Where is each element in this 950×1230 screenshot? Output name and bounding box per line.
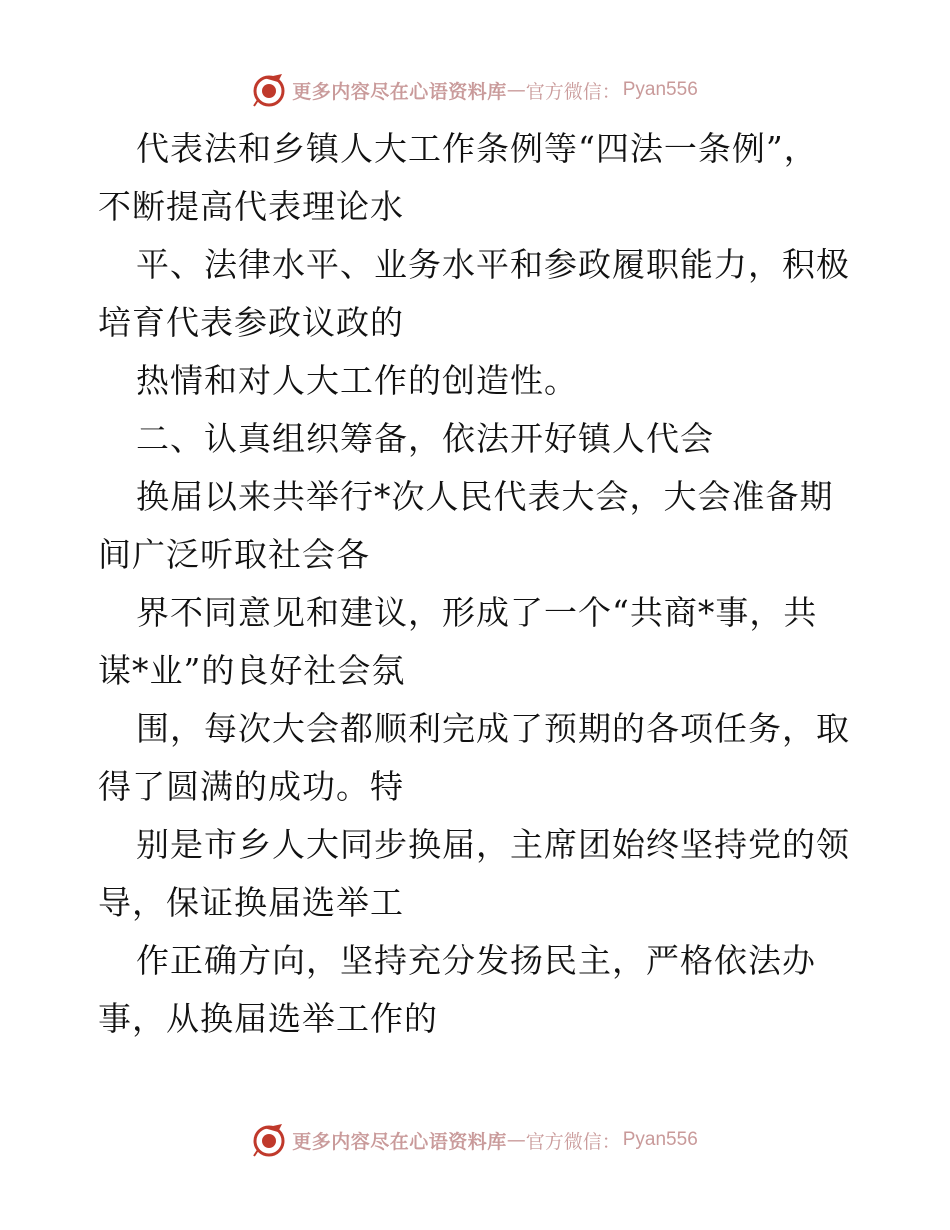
banner-title: 更多内容尽在心语资料库 bbox=[292, 1130, 507, 1153]
banner-dash: — bbox=[506, 79, 526, 101]
section-heading: 二、认真组织筹备，依法开好镇人代会 bbox=[136, 419, 714, 458]
logo-icon bbox=[252, 1122, 288, 1158]
document-body bbox=[98, 120, 858, 1048]
text-line: 不断提高代表理论水 bbox=[98, 187, 404, 226]
text-line: 培育代表参政议政的 bbox=[98, 303, 404, 342]
text-line: 导，保证换届选举工 bbox=[98, 883, 404, 922]
logo-icon bbox=[252, 72, 288, 108]
text-line: 别是市乡人大同步换届，主席团始终坚持党的领 bbox=[136, 825, 850, 864]
banner-wechat-handle: Pyan556 bbox=[622, 1129, 698, 1150]
text-line: 事，从换届选举工作的 bbox=[98, 999, 438, 1038]
text-line: 围，每次大会都顺利完成了预期的各项任务，取 bbox=[136, 709, 850, 748]
text-line: 换届以来共举行*次人民代表大会，大会准备期 bbox=[136, 477, 834, 516]
header-banner bbox=[0, 70, 950, 110]
footer-banner bbox=[0, 1120, 950, 1160]
banner-wechat-label: 官方微信： bbox=[525, 80, 621, 103]
text-line: 热情和对人大工作的创造性。 bbox=[136, 361, 578, 400]
banner-wechat-label: 官方微信： bbox=[525, 1130, 621, 1153]
text-line: 界不同意见和建议，形成了一个“共商*事，共 bbox=[136, 593, 818, 632]
banner-dash: — bbox=[506, 1129, 526, 1151]
banner-title: 更多内容尽在心语资料库 bbox=[292, 80, 507, 103]
text-line: 代表法和乡镇人大工作条例等“四法一条例”， bbox=[136, 129, 818, 168]
text-line: 间广泛听取社会各 bbox=[98, 535, 370, 574]
text-line: 平、法律水平、业务水平和参政履职能力，积极 bbox=[136, 245, 850, 284]
text-line: 谋*业”的良好社会氛 bbox=[98, 651, 406, 690]
text-line: 作正确方向，坚持充分发扬民主，严格依法办 bbox=[136, 941, 816, 980]
text-line: 得了圆满的成功。特 bbox=[98, 767, 404, 806]
banner-wechat-handle: Pyan556 bbox=[622, 79, 698, 100]
